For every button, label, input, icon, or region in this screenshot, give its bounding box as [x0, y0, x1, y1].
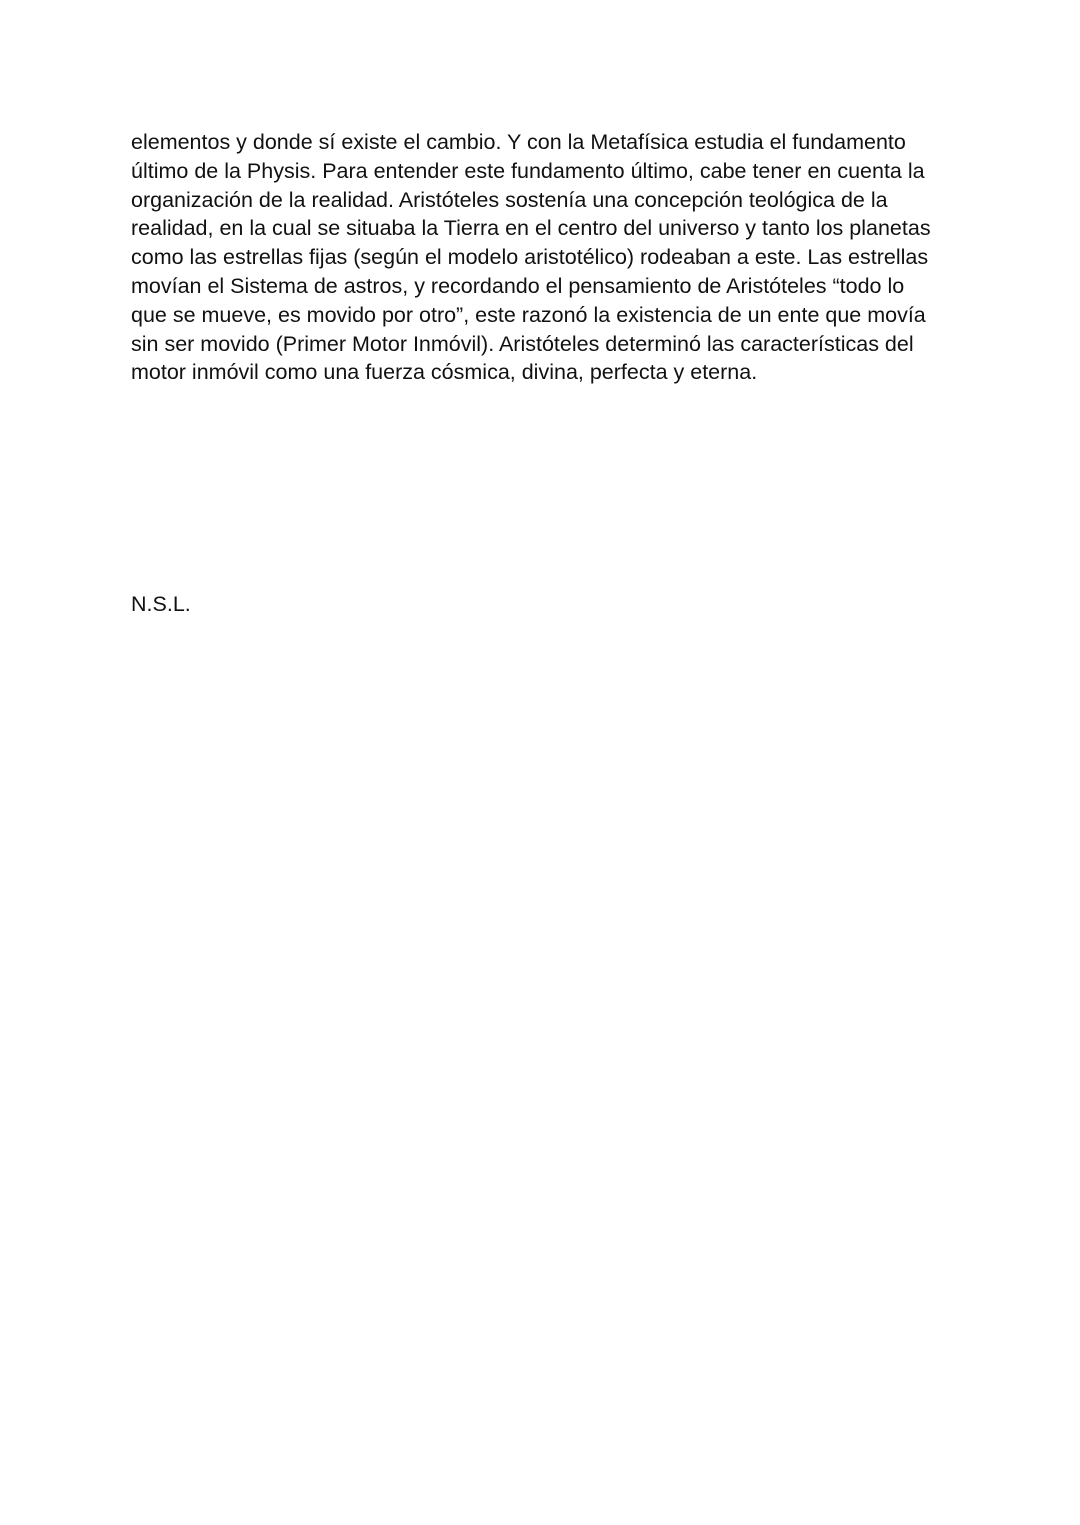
paragraph-line: sin ser movido (Primer Motor Inmóvil). Aristóteles determinó las características del: [131, 331, 914, 356]
paragraph-line: elementos y donde sí existe el cambio. Y con la Metafísica estudia el fundamento: [131, 130, 906, 154]
paragraph-line: motor inmóvil como una fuerza cósmica, divina, perfecta y eterna.: [131, 360, 758, 385]
paragraph-line: movían el Sistema de astros, y recordando el pensamiento de Aristóteles “todo lo: [131, 273, 905, 298]
paragraph-line: realidad, en la cual se situaba la Tierra en el centro del universo y tanto los planetas: [131, 216, 931, 241]
body-paragraph: [131, 128, 951, 387]
paragraph-line: último de la Physis. Para entender este fundamento último, cabe tener en cuenta la: [131, 158, 925, 183]
signature-initials: N.S.L.: [131, 592, 191, 616]
paragraph-line: como las estrellas fijas (según el modelo aristotélico) rodeaban a este. Las estrellas: [131, 245, 929, 270]
paragraph-line: organización de la realidad. Aristóteles sostenía una concepción teológica de la: [131, 187, 888, 212]
paragraph-line: que se mueve, es movido por otro”, este razonó la existencia de un ente que movía: [131, 302, 926, 327]
